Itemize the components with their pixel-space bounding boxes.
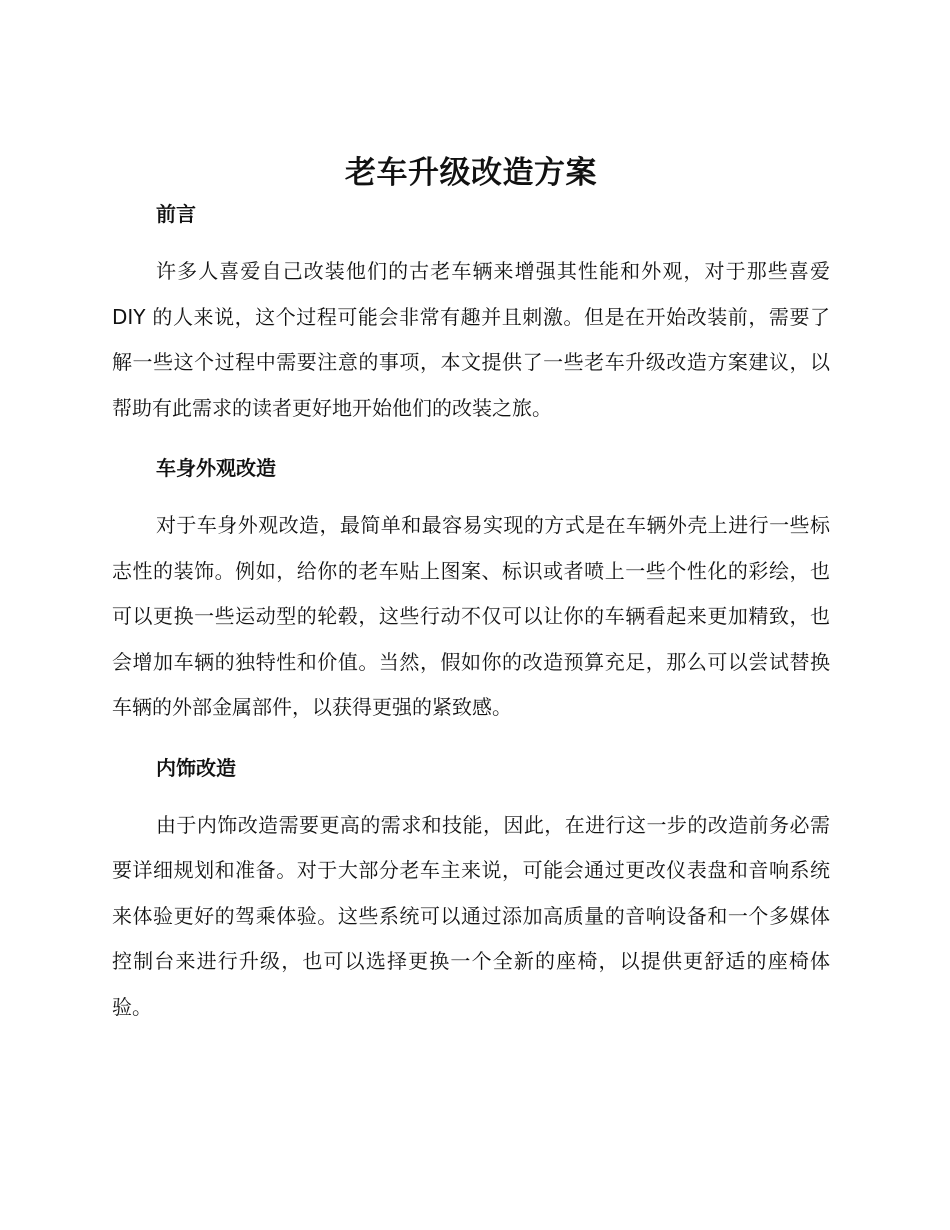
section-heading: 内饰改造 (156, 755, 236, 780)
section-paragraph: 对于车身外观改造，最简单和最容易实现的方式是在车辆外壳上进行一些标志性的装饰。例如，给你的老车贴上图案、标识或者喷上一些个性化的彩绘，也可以更换一些运动型的轮毂，这些行动不仅可以让你的车辆看起来更加精致，也会增加车辆的独特性和价值。当然，假如你的改造预算充足，那么可以尝试替换车辆的外部金属部件，以获得更强的紧致感。 (112, 513, 830, 719)
section-interior-modification (112, 753, 830, 1031)
section-heading: 前言 (156, 202, 196, 226)
section-paragraph: 由于内饰改造需要更高的需求和技能，因此，在进行这一步的改造前务必需要详细规划和准备。对于大部分老车主来说，可能会通过更改仪表盘和音响系统来体验更好的驾乘体验。这些系统可以通过添加高质量的音响设备和一个多媒体控制台来进行升级，也可以选择更换一个全新的座椅，以提供更舒适的座椅体验。 (112, 812, 830, 1019)
document-title: 老车升级改造方案 (345, 155, 597, 191)
document-page (112, 150, 830, 1052)
section-exterior-modification (112, 453, 830, 731)
section-preface (112, 199, 830, 431)
section-paragraph: 许多人喜爱自己改装他们的古老车辆来增强其性能和外观，对于那些喜爱 DIY 的人来说，这个过程可能会非常有趣并且刺激。但是在开始改装前，需要了解一些这个过程中需要注意的事项，本文提供了一些老车升级改造方案建议，以帮助有此需求的读者更好地开始他们的改装之旅。 (112, 259, 830, 420)
section-heading: 车身外观改造 (156, 456, 276, 480)
